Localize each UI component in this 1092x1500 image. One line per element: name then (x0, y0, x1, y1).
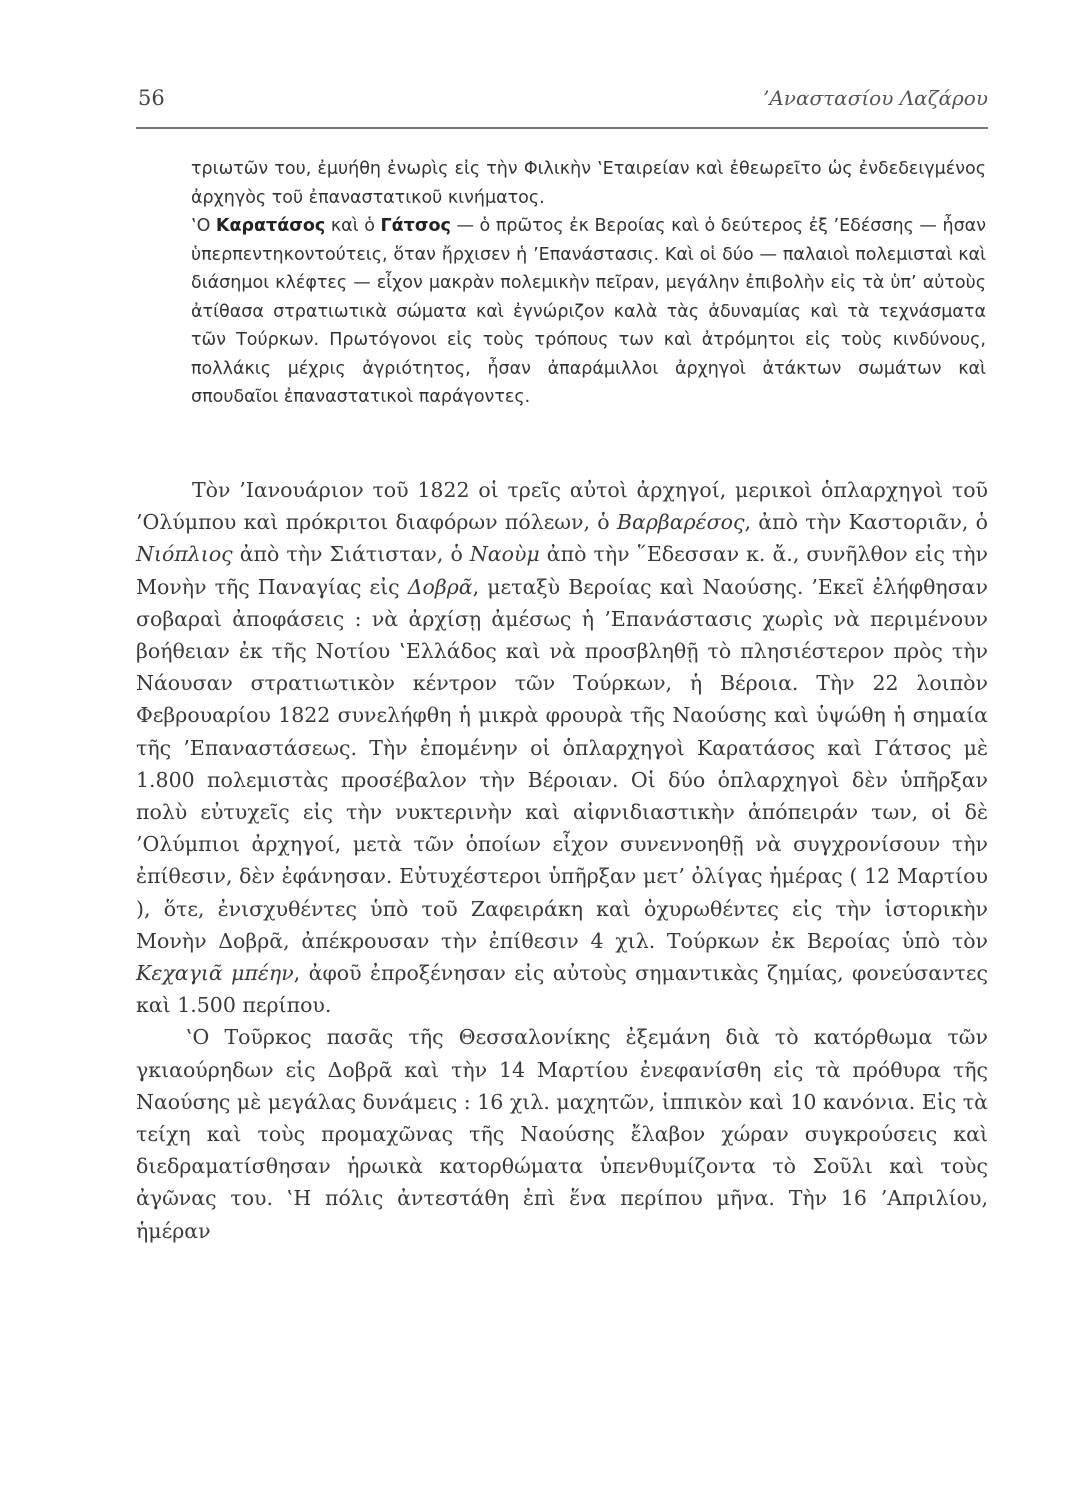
text-run: , μεταξὺ Βεροίας καὶ Ναούσης. ’Εκεῖ ἐλήφθησαν σοβαραὶ ἀποφάσεις : νὰ ἀρχίσῃ ἀμέσως ἡ ’Επανάστασις χωρὶς νὰ περιμένουν βοήθειαν ἐκ τῆς Νοτίου ‛Ελλάδος καὶ νὰ προσβληθῇ τὸ πλησιέστερον πρὸς τὴν Νάουσαν στρατιωτικὸν κέντρον τῶν Τούρκων, ἡ Βέροια. Τὴν 22 λοιπὸν Φεβρουαρίου 1822 συνελήφθη ἡ μικρὰ φρουρὰ τῆς Ναούσης καὶ ὑψώθη ἡ σημαία τῆς ’Επαναστάσεως. Τὴν ἐπομένην οἱ ὁπλαρχηγοὶ Καρατάσος καὶ Γάτσος μὲ 1.800 πολεμιστὰς προσέβαλον τὴν Βέροιαν. Οἱ δύο ὁπλαρχηγοὶ δὲν ὑπῆρξαν πολὺ εὐτυχεῖς εἰς τὴν νυκτερινὴν καὶ αἰφνιδιαστικὴν ἀπόπειράν των, οἱ δὲ ’Ολύμπιοι ἀρχηγοί, μετὰ τῶν ὁποίων εἶχον συνεννοηθῇ νὰ συγχρονίσουν τὴν ἐπίθεσιν, δὲν ἐφάνησαν. Εὐτυχέστεροι ὑπῆρξαν μετ’ ὀλίγας ἡμέρας ( 12 Μαρτίου ), ὅτε, ἐνισχυθέντες ὑπὸ τοῦ Ζαφειράκη καὶ ὀχυρωθέντες εἰς τὴν ἱστορικὴν Μονὴν Δοβρᾶ, ἀπέκρουσαν τὴν ἐπίθεσιν 4 χιλ. Τούρκων ἐκ Βεροίας ὑπὸ τὸν (136, 574, 988, 953)
text-run: , ἀφοῦ ἐπροξένησαν εἰς αὐτοὺς σημαντικὰς ζημίας, φονεύσαντες καὶ 1.500 περίπου. (136, 961, 988, 1018)
italic-name: Νιόπλιος (136, 542, 233, 567)
italic-name: Βαρβαρέσος (616, 510, 745, 535)
text-run: καὶ ὁ (325, 216, 381, 236)
running-head: ’Αναστασίου Λαζάρου (763, 86, 988, 110)
italic-name: Ναοὺμ (469, 542, 540, 567)
main-text (136, 474, 988, 1247)
text-run: ἀπὸ τὴν Σιάτισταν, ὁ (232, 542, 470, 567)
text-run: ‛Ο Τοῦρκος πασᾶς τῆς Θεσσαλονίκης ἐξεμάνη διὰ τὸ κατόρθωμα τῶν γκιαούρηδων εἰς Δοβρᾶ καὶ τὴν 14 Μαρτίου ἐνεφανίσθη εἰς τὰ πρόθυρα τῆς Ναούσης μὲ μεγάλας δυνάμεις : 16 χιλ. μαχητῶν, ἱππικὸν καὶ 10 κανόνια. Εἰς τὰ τείχη καὶ τοὺς προμαχῶνας τῆς Ναούσης ἔλαβον χώραν συγκρούσεις καὶ διεδραματίσθησαν ἡρωικὰ κατορθώματα ὑπενθυμίζοντα τὸ Σοῦλι καὶ τοὺς ἀγῶνας του. ‛Η πόλις ἀντεστάθη ἐπὶ ἕνα περίπου μῆνα. Τὴν 16 ’Απριλίου, ἡμέραν (136, 1025, 988, 1243)
quoted-paragraph-1-text: τριωτῶν του, ἐμυήθη ἐνωρὶς εἰς τὴν Φιλικὴν ‛Εταιρείαν καὶ ἐθεωρεῖτο ὡς ἐνδεδειγμένος ἀρχηγὸς τοῦ ἐπαναστατικοῦ κινήματος. (191, 159, 986, 208)
bold-name-karatasos: Καρατάσος (215, 216, 326, 236)
bold-name-gatsos: Γάτσος (380, 216, 451, 236)
text-run: — ὁ πρῶτος ἐκ Βεροίας καὶ ὁ δεύτερος ἐξ ’Εδέσσης — ἦσαν ὑπερπεντηκοντούτεις, ὅταν ἤρχισεν ἡ ’Επανάστασις. Καὶ οἱ δύο — παλαιοὶ πολεμισταὶ καὶ διάσημοι κλέφτες — εἶχον μακρὰν πολεμικὴν πεῖραν, μεγάλην ἐπιβολὴν εἰς τὰ ὑπ’ αὐτοὺς ἀτίθασα στρατιωτικὰ σώματα καὶ ἐγνώριζον καλὰ τὰς ἀδυναμίας καὶ τὰ τεχνάσματα τῶν Τούρκων. Πρωτόγονοι εἰς τοὺς τρόπους των καὶ ἀτρόμητοι εἰς τοὺς κινδύνους, πολλάκις μέχρις ἀγριότητος, ἦσαν ἀπαράμιλλοι ἀρχηγοὶ ἀτάκτων σωμάτων καὶ σπουδαῖοι ἐπαναστατικοὶ παράγοντες. (191, 216, 986, 407)
text-run: Τὸν ’Ιανουάριον τοῦ 1822 οἱ τρεῖς αὐτοὶ ἀρχηγοί, μερικοὶ ὁπλαρχηγοὶ τοῦ ’Ολύμπου καὶ πρόκριτοι διαφόρων πόλεων, ὁ (136, 478, 988, 535)
italic-place: Δοβρᾶ (407, 574, 473, 599)
text-run: , ἀπὸ τὴν Καστοριᾶν, ὁ (744, 510, 988, 535)
italic-name: Κεχαγιᾶ μπέην (136, 961, 294, 986)
page-header (136, 86, 988, 126)
body-paragraph-2 (136, 1021, 988, 1246)
body-paragraph-1 (136, 474, 988, 1021)
header-rule (136, 127, 988, 129)
quoted-passage (191, 155, 986, 412)
page-number: 56 (138, 86, 165, 110)
quoted-paragraph-1 (191, 155, 986, 212)
text-run: ‛Ο (191, 216, 216, 236)
text-run: ἀπὸ τὴν ῞Εδεσσαν κ. ἄ., συνῆλθον εἰς τὴν Μονὴν τῆς Παναγίας εἰς (136, 542, 988, 599)
quoted-paragraph-2 (191, 212, 986, 412)
